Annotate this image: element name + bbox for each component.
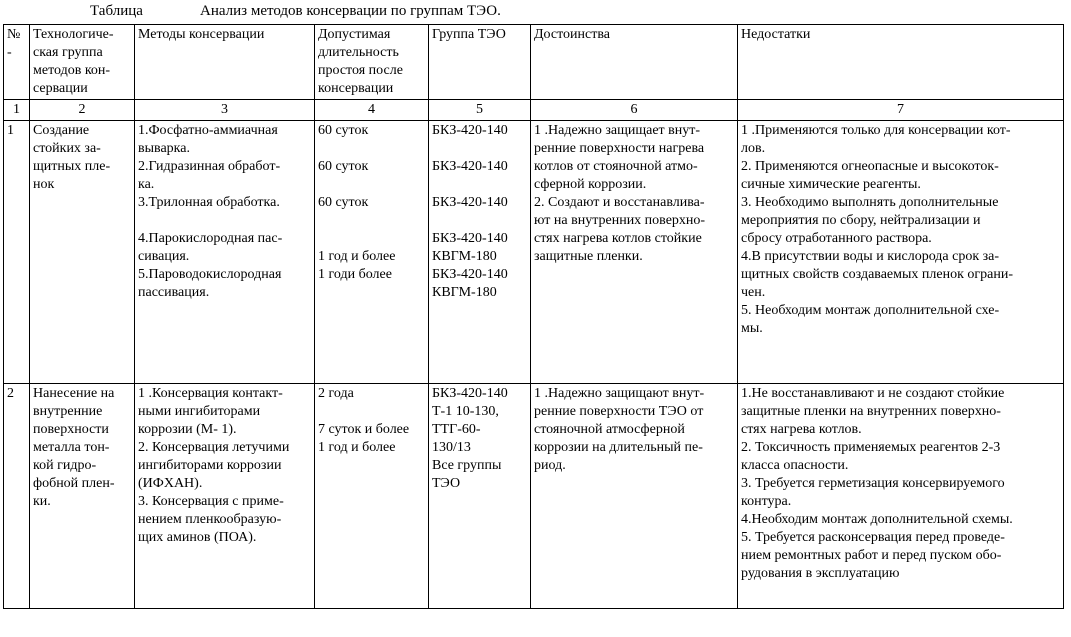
advantages-cell — [531, 384, 738, 609]
teo-item: БКЗ-420-140 КВГМ-180 БКЗ-420-140 КВГМ-180 — [432, 231, 508, 300]
column-number: 6 — [531, 100, 738, 121]
disadvantage-item: 5. Требуется расконсервация перед проведе- нием ремонтных работ и перед пуском обо- рудования в эксплуатацию — [741, 530, 1005, 581]
column-number: 4 — [315, 100, 429, 121]
header-row — [4, 25, 1064, 100]
method-item: 5.Пароводокислородная пассивация. — [138, 267, 282, 300]
methods-cell — [135, 384, 315, 609]
column-number: 5 — [429, 100, 531, 121]
disadvantage-item: 2. Токсичность применяемых реагентов 2-3 класса опасности. — [741, 440, 1001, 473]
duration-item: 1 год и более 1 годи более — [318, 249, 396, 282]
row-number: 1 — [4, 121, 30, 384]
teo-item: БКЗ-420-140 — [432, 159, 508, 174]
header-disadvantages: Недостатки — [738, 25, 1064, 100]
duration-cell — [315, 384, 429, 609]
group-cell: Создание стойких за- щитных пле- нок — [30, 121, 135, 384]
header-methods: Методы консервации — [135, 25, 315, 100]
advantage-item: 2. Создают и восстанавлива- ют на внутренних поверхно- стях нагрева котлов стойкие защитные пленки. — [534, 195, 706, 264]
group-cell: Нанесение на внутренние поверхности металла тон- кой гидро- фобной плен- ки. — [30, 384, 135, 609]
teo-cell — [429, 384, 531, 609]
disadvantage-item: 2. Применяются огнеопасные и высокоток- сичные химические реагенты. — [741, 159, 999, 192]
duration-cell — [315, 121, 429, 384]
column-number: 7 — [738, 100, 1064, 121]
teo-cell — [429, 121, 531, 384]
header-duration: Допустимая длительность простоя после консервации — [315, 25, 429, 100]
method-item: 1 .Консервация контакт- ными ингибиторами коррозии (М- 1). — [138, 386, 283, 437]
header-teo: Группа ТЭО — [429, 25, 531, 100]
duration-item: 60 суток — [318, 123, 369, 138]
caption-title: Анализ методов консервации по группам ТЭО. — [200, 3, 501, 19]
column-number: 1 — [4, 100, 30, 121]
method-item: 3.Трилонная обработка. — [138, 195, 280, 210]
disadvantage-item: 3. Необходимо выполнять дополнительные мероприятия по сбору, нейтрализации и сбросу отработанного раствора. — [741, 195, 999, 246]
methods-cell — [135, 121, 315, 384]
header-advantages: Достоинства — [531, 25, 738, 100]
method-item: 2.Гидразинная обработ- ка. — [138, 159, 281, 192]
duration-item: 7 суток и более 1 год и более — [318, 422, 410, 455]
teo-item: БКЗ-420-140 — [432, 123, 508, 138]
disadvantage-item: 5. Необходим монтаж дополнительной схе- мы. — [741, 303, 1000, 336]
method-item: 3. Консервация с приме- нением пленкообразую- щих аминов (ПОА). — [138, 494, 284, 545]
method-item: 2. Консервация летучими ингибиторами коррозии (ИФХАН). — [138, 440, 290, 491]
duration-item: 60 суток — [318, 159, 369, 174]
methods-table — [3, 24, 1064, 609]
disadvantages-cell — [738, 121, 1064, 384]
column-number: 3 — [135, 100, 315, 121]
header-group: Технологиче- ская группа методов кон- сервации — [30, 25, 135, 100]
duration-item: 2 года — [318, 386, 354, 401]
table-row — [4, 384, 1064, 609]
caption-label: Таблица — [90, 3, 143, 19]
header-num: № - — [4, 25, 30, 100]
disadvantage-item: 4.Необходим монтаж дополнительной схемы. — [741, 512, 1013, 527]
disadvantage-item: 1 .Применяются только для консервации кот- лов. — [741, 123, 1011, 156]
method-item: 1.Фосфатно-аммиачная выварка. — [138, 123, 278, 156]
disadvantages-cell — [738, 384, 1064, 609]
disadvantage-item: 3. Требуется герметизация консервируемого контура. — [741, 476, 1005, 509]
advantage-item: 1 .Надежно защищают внут- ренние поверхности ТЭО от стояночной атмосферной коррозии на длительный пе- риод. — [534, 386, 705, 473]
disadvantage-item: 1.Не восстанавливают и не создают стойкие защитные пленки на внутренних поверхно- стях нагрева котлов. — [741, 386, 1005, 437]
row-number: 2 — [4, 384, 30, 609]
column-number-row — [4, 100, 1064, 121]
column-number: 2 — [30, 100, 135, 121]
table-row — [4, 121, 1064, 384]
advantage-item: 1 .Надежно защищает внут- ренние поверхности нагрева котлов от стояночной атмо- сферной коррозии. — [534, 123, 705, 192]
disadvantage-item: 4.В присутствии воды и кислорода срок за- щитных свойств создаваемых пленок ограни- чен. — [741, 249, 1013, 300]
method-item: 4.Парокислородная пас- сивация. — [138, 231, 283, 264]
teo-item: БКЗ-420-140 Т-1 10-130, ТТГ-60- 130/13 Все группы ТЭО — [432, 386, 508, 491]
teo-item: БКЗ-420-140 — [432, 195, 508, 210]
advantages-cell — [531, 121, 738, 384]
duration-item: 60 суток — [318, 195, 369, 210]
